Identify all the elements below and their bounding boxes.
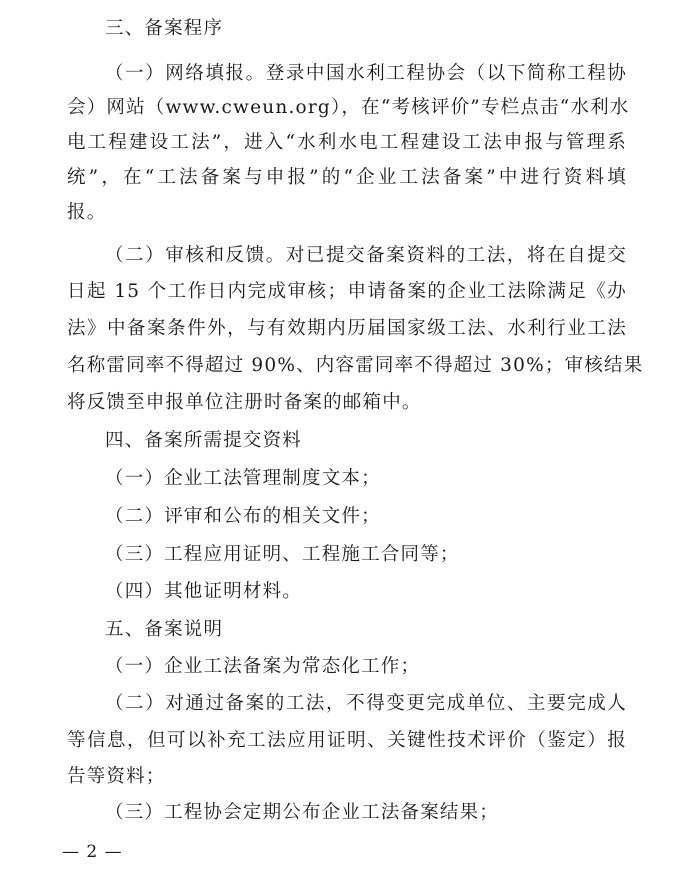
list-item: （一）企业工法备案为常态化工作； [105, 656, 421, 677]
section-heading-3: 三、备案程序 [105, 18, 224, 39]
paragraph-line: 报。 [67, 202, 107, 223]
paragraph-line: 法》中备案条件外，与有效期内历届国家级工法、水利行业工法 [67, 318, 627, 339]
paragraph-line: 将反馈至申报单位注册时备案的邮箱中。 [67, 392, 422, 413]
paragraph-line: （二）审核和反馈。对已提交备案资料的工法，将在自提交 [105, 245, 627, 266]
section-heading-5: 五、备案说明 [105, 619, 224, 640]
paragraph-line: （一）网络填报。登录中国水利工程协会（以下简称工程协 [105, 63, 627, 84]
paragraph-line: 日起 15 个工作日内完成审核；申请备案的企业工法除满足《办 [67, 281, 627, 302]
paragraph-line: 统”，在“工法备案与申报”的“企业工法备案”中进行资料填 [67, 167, 627, 188]
paragraph-line: 告等资料； [67, 766, 166, 787]
paragraph-line: （二）对通过备案的工法，不得变更完成单位、主要完成人 [105, 693, 627, 714]
list-item: （二）评审和公布的相关文件； [105, 506, 381, 527]
list-item: （四）其他证明材料。 [105, 581, 303, 602]
paragraph-line: 电工程建设工法”，进入“水利水电工程建设工法申报与管理系 [67, 132, 627, 153]
list-item: （一）企业工法管理制度文本； [105, 468, 381, 489]
section-heading-4: 四、备案所需提交资料 [105, 430, 303, 451]
list-item: （三）工程协会定期公布企业工法备案结果； [105, 802, 500, 823]
paragraph-line: 名称雷同率不得超过 90%、内容雷同率不得超过 30%；审核结果 [67, 355, 644, 376]
page-number: — 2 — [62, 842, 123, 862]
paragraph-line: 会）网站（www.cweun.org），在“考核评价”专栏点击“水利水 [67, 97, 630, 118]
paragraph-line: 等信息，但可以补充工法应用证明、关键性技术评价（鉴定）报 [67, 730, 627, 751]
list-item: （三）工程应用证明、工程施工合同等； [105, 544, 460, 565]
